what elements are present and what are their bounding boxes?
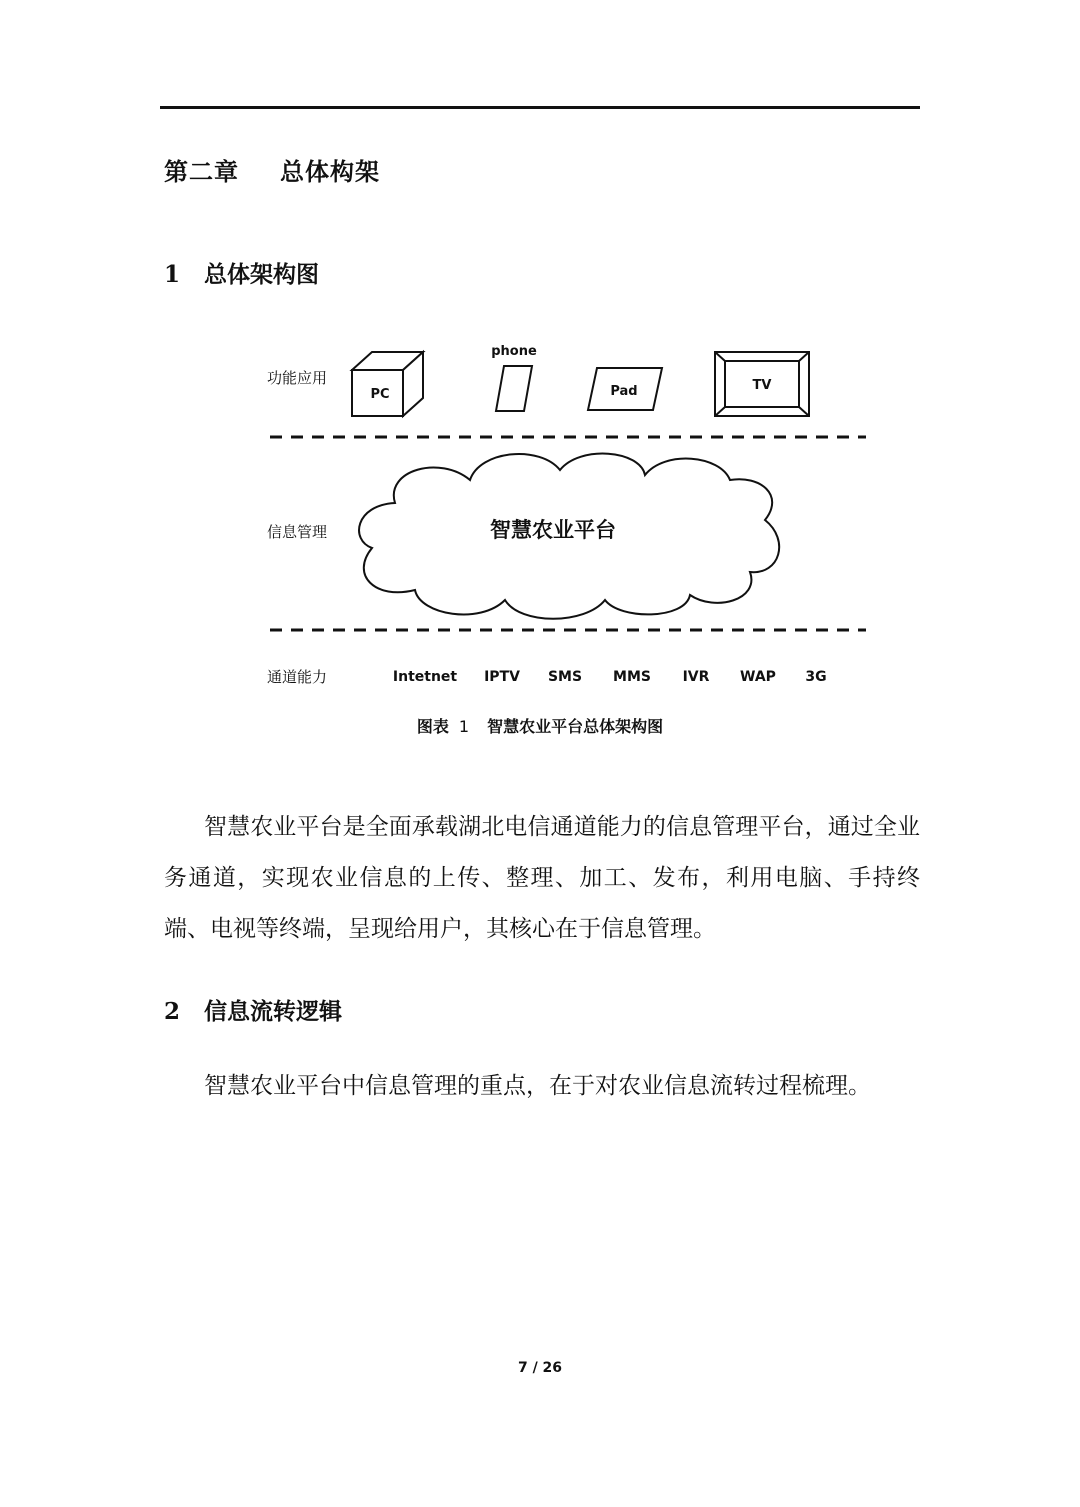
- layer-label-info: 信息管理: [267, 523, 328, 541]
- paragraph-overview: 智慧农业平台是全面承载湖北电信通道能力的信息管理平台，通过全业务通道，实现农业信息的上传、整理、加工、发布，利用电脑、手持终端、电视等终端，呈现给用户，其核心在于信息管理。: [164, 814, 920, 942]
- channel-item: Intetnet: [392, 669, 458, 685]
- page-number: 7 / 26: [517, 1360, 563, 1376]
- section-2-number: 2: [164, 998, 181, 1025]
- section-1-title: 总体架构图: [204, 261, 319, 288]
- pc-label: PC: [370, 387, 390, 402]
- caption-label: 图表: [416, 717, 449, 736]
- caption-number: 1: [458, 717, 470, 736]
- phone-label: phone: [491, 344, 537, 359]
- channel-item: SMS: [547, 669, 583, 685]
- layer-label-channels: 通道能力: [267, 668, 328, 686]
- channel-item: MMS: [613, 669, 651, 685]
- pad-label: Pad: [610, 384, 638, 399]
- chapter-number: 第二章: [164, 157, 239, 186]
- phone-device-icon: [496, 366, 532, 411]
- section-2-heading: [164, 993, 342, 1026]
- figure-caption: [0, 714, 1080, 737]
- channel-item: IPTV: [484, 669, 520, 685]
- layer-label-apps: 功能应用: [267, 369, 328, 387]
- channel-item: 3G: [805, 669, 827, 685]
- channel-item: WAP: [740, 669, 776, 685]
- channel-item: IVR: [682, 669, 710, 685]
- paragraph-info-flow: 智慧农业平台中信息管理的重点，在于对农业信息流转过程梳理。: [204, 1073, 871, 1099]
- platform-label: 智慧农业平台: [490, 518, 616, 542]
- section-2-title: 信息流转逻辑: [204, 998, 342, 1025]
- section-1-number: 1: [164, 261, 181, 288]
- caption-text: 智慧农业平台总体架构图: [487, 717, 664, 736]
- pc-device-icon: [352, 352, 423, 416]
- chapter-name: 总体构架: [280, 157, 380, 186]
- tv-label: TV: [752, 378, 772, 393]
